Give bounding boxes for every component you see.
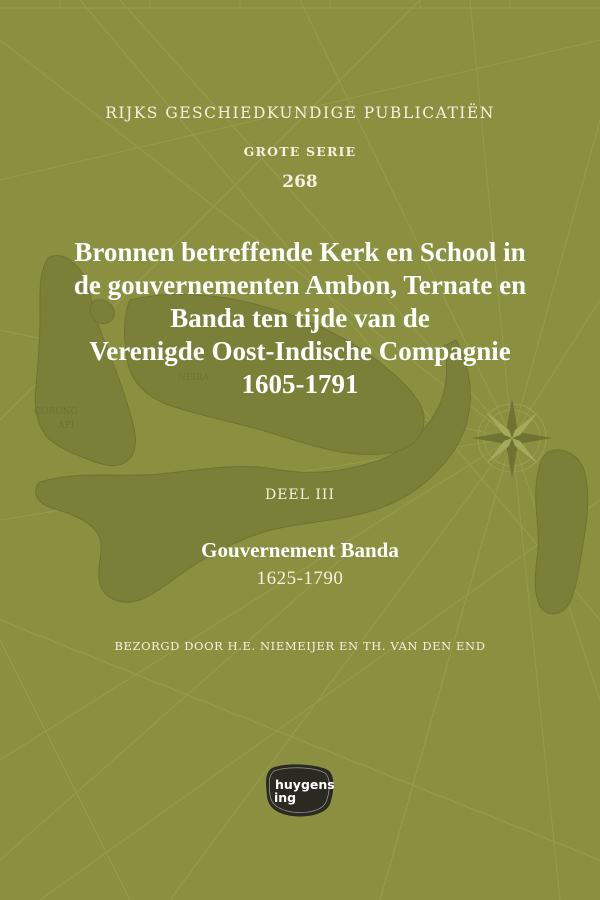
map-label-api: API bbox=[58, 421, 75, 431]
editors-credit: BEZORGD DOOR H.E. NIEMEIJER EN TH. VAN DEN END bbox=[114, 639, 486, 653]
map-scale-bar bbox=[0, 0, 600, 8]
volume-subtitle: Gouvernement Banda bbox=[201, 538, 399, 562]
series-number: 268 bbox=[282, 172, 318, 192]
series-subtitle: GROTE SERIE bbox=[243, 144, 357, 159]
series-title: RIJKS GESCHIEDKUNDIGE PUBLICATIËN bbox=[105, 104, 495, 122]
volume-label: DEEL III bbox=[264, 487, 335, 503]
map-label-gorong: GORONG bbox=[34, 407, 78, 417]
logo-line-1: huygens bbox=[275, 777, 335, 792]
volume-years: 1625-1790 bbox=[256, 568, 344, 589]
map-label-neira: NEIRA bbox=[178, 373, 210, 383]
book-title-line: Banda ten tijde van de bbox=[170, 303, 430, 333]
huygens-ing-logo bbox=[264, 762, 336, 818]
book-title-line: Bronnen betreffende Kerk en School in bbox=[74, 237, 526, 267]
logo-text bbox=[264, 762, 336, 818]
book-title-line: Verenigde Oost-Indische Compagnie bbox=[89, 336, 511, 366]
book-title-line: de gouvernementen Ambon, Ternate en bbox=[73, 270, 527, 300]
book-title-years: 1605-1791 bbox=[241, 369, 359, 399]
logo-line-2: ing bbox=[274, 790, 297, 805]
book-title bbox=[0, 236, 600, 401]
